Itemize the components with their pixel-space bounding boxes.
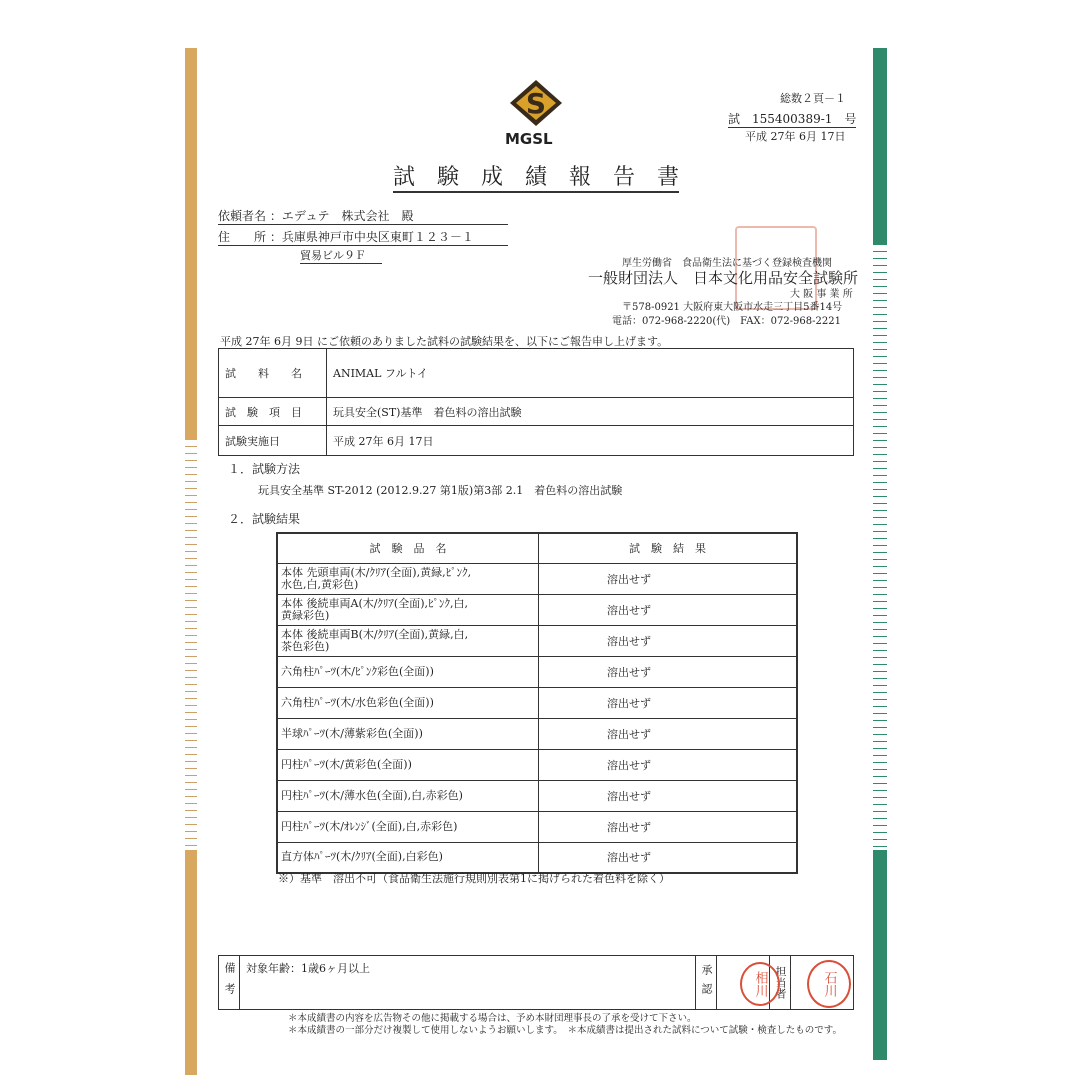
test-item: 円柱ﾊﾟｰﾂ(木/黄彩色(全面)) xyxy=(277,749,539,780)
test-item: 円柱ﾊﾟｰﾂ(木/ｵﾚﾝｼﾞ(全面),白,赤彩色) xyxy=(277,811,539,842)
issuer-branch: 大 阪 事 業 所 xyxy=(790,289,853,300)
left-color-bar xyxy=(185,48,197,440)
target-age: 対象年齢：1歳6ヶ月以上 xyxy=(240,956,696,1010)
results-header: 試 験 品 名 試 験 結 果 xyxy=(277,533,797,563)
client-address: 住 所 ：兵庫県神戸市中央区東町１２３－１ xyxy=(218,228,508,246)
test-item: 半球ﾊﾟｰﾂ(木/薄紫彩色(全面)) xyxy=(277,718,539,749)
test-method-text: 玩具安全基準 ST-2012 (2012.9.27 第1版)第3部 2.1 着色料の溶出試験 xyxy=(258,484,623,497)
table-row xyxy=(277,656,797,687)
test-item: 本体 先頭車両(木/ｸﾘｱ(全面),黄緑,ﾋﾟﾝｸ, 水色,白,黄彩色) xyxy=(277,563,539,594)
client-name: 依頼者名 ：エデュテ 株式会社 殿 xyxy=(218,207,508,225)
test-result: 溶出せず xyxy=(539,687,798,718)
right-tick-bar xyxy=(873,245,887,850)
test-item: 六角柱ﾊﾟｰﾂ(木/水色彩色(全面)) xyxy=(277,687,539,718)
logo-text: MGSL xyxy=(505,130,553,148)
table-row xyxy=(277,563,797,594)
test-result: 溶出せず xyxy=(539,625,798,656)
test-item: 直方体ﾊﾟｰﾂ(木/ｸﾘｱ(全面),白彩色) xyxy=(277,842,539,873)
page-title: 試 験 成 績 報 告 書 xyxy=(393,160,679,193)
test-item: 円柱ﾊﾟｰﾂ(木/薄水色(全面),白,赤彩色) xyxy=(277,780,539,811)
info-table xyxy=(218,348,854,456)
issuer-registration: 厚生労働省 食品衛生法に基づく登録検査機関 xyxy=(622,258,832,269)
table-row xyxy=(277,749,797,780)
test-result: 溶出せず xyxy=(539,749,798,780)
results-table xyxy=(276,532,798,874)
test-result: 溶出せず xyxy=(539,842,798,873)
section-1-title: １．試験方法 xyxy=(228,462,301,476)
report-number: 試 155400389-1 号 xyxy=(728,112,857,126)
issuer-address: 〒578-0921 大阪府東大阪市水走三丁目5番14号 xyxy=(622,302,843,313)
approval-stamp: 相川 xyxy=(740,962,780,1006)
left-color-bar-bottom xyxy=(185,850,197,1075)
test-result: 溶出せず xyxy=(539,811,798,842)
info-row: 試 料 名 ANIMAL フルトイ xyxy=(219,349,854,398)
table-row xyxy=(277,842,797,873)
issuer-phone: 電話：072-968-2220(代) FAX：072-968-2221 xyxy=(612,316,841,327)
svg-text:S: S xyxy=(525,87,547,120)
section-2-title: ２．試験結果 xyxy=(228,512,301,526)
left-tick-bar xyxy=(185,440,197,850)
test-item: 本体 後続車両B(木/ｸﾘｱ(全面),黄緑,白, 茶色彩色) xyxy=(277,625,539,656)
intro-text: 平成 27年 6月 9日 にご依頼のありました試料の試験結果を、以下にご報告申し上げます。 xyxy=(220,335,669,348)
test-result: 溶出せず xyxy=(539,594,798,625)
info-row: 試 験 項 目 玩具安全(ST)基準 着色料の溶出試験 xyxy=(219,398,854,426)
table-row xyxy=(277,811,797,842)
remarks-table: 備考 対象年齢：1歳6ヶ月以上 承認 担当者 xyxy=(218,955,854,1010)
right-color-bar xyxy=(873,48,887,245)
info-row: 試験実施日 平成 27年 6月 17日 xyxy=(219,426,854,456)
right-color-bar-bottom xyxy=(873,850,887,1060)
test-result: 溶出せず xyxy=(539,656,798,687)
table-row xyxy=(277,594,797,625)
mgsl-logo xyxy=(508,78,564,134)
test-result: 溶出せず xyxy=(539,780,798,811)
page-count: 総数２頁－１ xyxy=(780,92,846,105)
footer-note-1: ＊本成績書の内容を広告物その他に掲載する場合は、予め本財団理事長の了承を受けて下さい。 xyxy=(288,1013,697,1024)
report-date: 平成 27年 6月 17日 xyxy=(745,130,846,143)
issuer-name: 一般財団法人 日本文化用品安全試験所 xyxy=(588,269,859,287)
test-item: 六角柱ﾊﾟｰﾂ(木/ﾋﾟﾝｸ彩色(全面)) xyxy=(277,656,539,687)
table-row xyxy=(277,625,797,656)
staff-stamp: 石川 xyxy=(807,960,851,1008)
table-row xyxy=(277,718,797,749)
footer-note-2: ＊本成績書の一部分だけ複製して使用しないようお願いします。 ＊本成績書は提出された試料について試験・検査したものです。 xyxy=(288,1025,843,1036)
table-row xyxy=(277,687,797,718)
criteria-note: ※）基準 溶出不可（食品衛生法施行規則別表第1に掲げられた着色料を除く） xyxy=(278,872,670,885)
test-result: 溶出せず xyxy=(539,563,798,594)
table-row xyxy=(277,780,797,811)
test-result: 溶出せず xyxy=(539,718,798,749)
client-address-2: 貿易ビル９Ｆ xyxy=(300,247,382,264)
test-item: 本体 後続車両A(木/ｸﾘｱ(全面),ﾋﾟﾝｸ,白, 黄緑彩色) xyxy=(277,594,539,625)
